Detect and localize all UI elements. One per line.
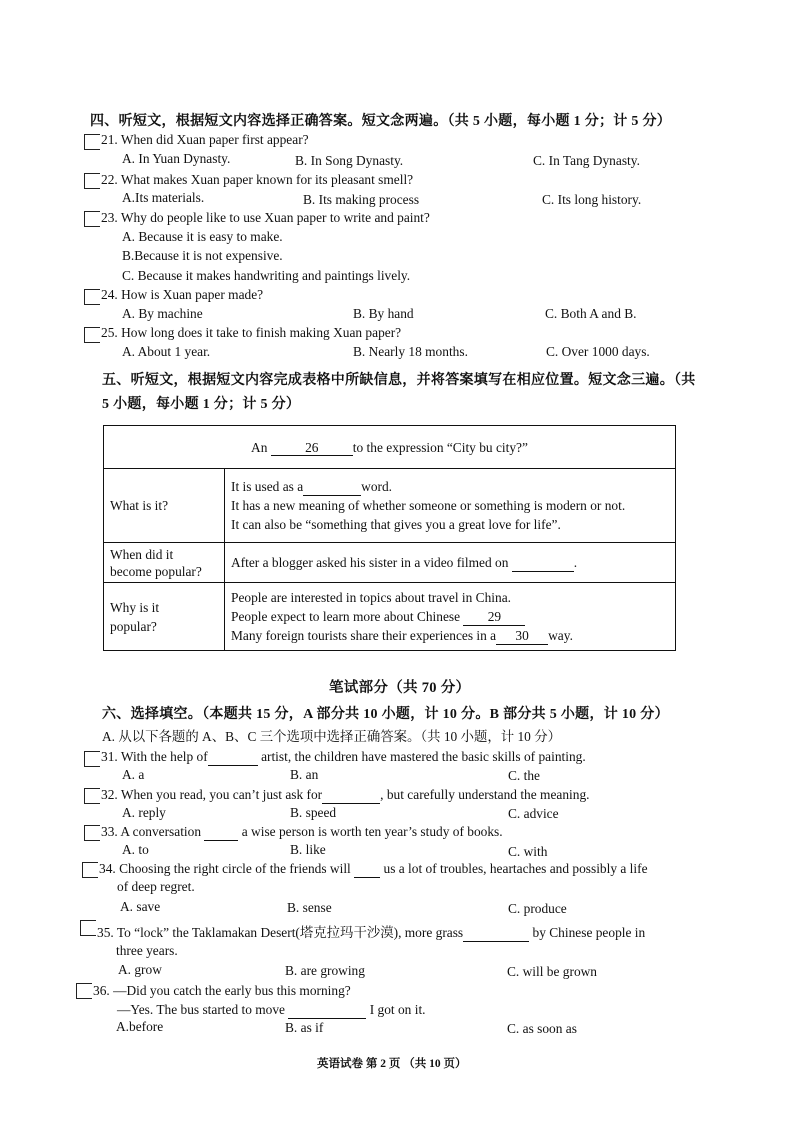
q24-option-a: A. By machine xyxy=(122,306,203,321)
row2-label-line1: When did it xyxy=(110,546,174,562)
answer-box-36[interactable] xyxy=(76,983,92,999)
q32-stem xyxy=(101,787,590,804)
q33-option-a: A. to xyxy=(122,842,149,857)
q24-option-c: C. Both A and B. xyxy=(545,306,637,321)
table-title-suffix: to the expression “City bu city?” xyxy=(352,439,528,455)
section-4-heading: 四、听短文，根据短文内容选择正确答案。短文念两遍。（共 5 小题，每小题 1 分；计 5 分） xyxy=(90,114,672,129)
answer-box-21[interactable] xyxy=(84,134,100,150)
blank-30[interactable]: 30 xyxy=(496,629,548,645)
answer-box-25[interactable] xyxy=(84,327,100,343)
q34-option-c: C. produce xyxy=(508,901,567,916)
section-5-heading-line1: 五、听短文，根据短文内容完成表格中所缺信息，并将答案填写在相应位置。短文念三遍。（共 xyxy=(102,373,696,388)
q24-stem: 24. How is Xuan paper made? xyxy=(101,287,264,302)
q35-option-a: A. grow xyxy=(118,962,162,977)
q31-stem-prefix: 31. With the help of xyxy=(101,749,208,764)
q33-stem xyxy=(101,824,503,841)
q22-stem: 22. What makes Xuan paper known for its pleasant smell? xyxy=(101,172,414,187)
q35-option-c: C. will be grown xyxy=(507,964,598,979)
table-title-prefix: An xyxy=(251,439,268,455)
q31-option-b: B. an xyxy=(290,767,319,782)
q33-option-b: B. like xyxy=(290,842,326,857)
row1-line2: It has a new meaning of whether someone or something is modern or not. xyxy=(231,498,626,513)
q33-option-c: C. with xyxy=(508,844,548,859)
q36-blank[interactable] xyxy=(288,1003,366,1019)
table-title xyxy=(104,426,676,469)
q23-option-a: A. Because it is easy to make. xyxy=(122,229,283,244)
part-a-heading: A. 从以下各题的 A、B、C 三个选项中选择正确答案。（共 10 小题，计 10 分） xyxy=(102,729,562,744)
q34-stem-line2: of deep regret. xyxy=(117,879,195,894)
q23-option-b: B.Because it is not expensive. xyxy=(122,248,283,263)
row-what-content xyxy=(225,469,676,543)
q33-stem-suffix: a wise person is worth ten year’s study of books. xyxy=(241,824,503,839)
q36-stem-line2 xyxy=(117,1002,426,1019)
q32-option-a: A. reply xyxy=(122,805,166,820)
q25-option-c: C. Over 1000 days. xyxy=(546,344,650,359)
row2-label-line2: become popular? xyxy=(110,563,202,579)
q31-option-a: A. a xyxy=(122,767,145,782)
blank-28[interactable] xyxy=(512,556,574,572)
q36-option-a: A.before xyxy=(116,1019,164,1034)
q36-stem-line1: 36. —Did you catch the early bus this morning? xyxy=(93,983,351,998)
section-5-heading-line2: 5 小题，每小题 1 分；计 5 分） xyxy=(102,397,301,412)
row2-prefix: After a blogger asked his sister in a video filmed on xyxy=(231,555,509,570)
q32-option-b: B. speed xyxy=(290,805,337,820)
q35-stem-line2: three years. xyxy=(116,943,178,958)
q23-stem: 23. Why do people like to use Xuan paper to write and paint? xyxy=(101,210,430,225)
row3-label-line1: Why is it xyxy=(110,599,160,615)
q21-stem: 21. When did Xuan paper first appear? xyxy=(101,132,309,147)
row-when-label xyxy=(104,543,225,583)
page-footer: 英语试卷 第 2 页 （共 10 页） xyxy=(317,1058,467,1070)
q22-option-c: C. Its long history. xyxy=(542,192,642,207)
q32-option-c: C. advice xyxy=(508,806,559,821)
q21-option-a: A. In Yuan Dynasty. xyxy=(122,151,231,166)
q35-stem-prefix: 35. To “lock” the Taklamakan Desert(塔克拉玛干沙漠), more grass xyxy=(97,925,464,940)
answer-box-33[interactable] xyxy=(84,825,100,841)
answer-box-31[interactable] xyxy=(84,751,100,767)
q33-blank[interactable] xyxy=(204,825,238,841)
q36-option-c: C. as soon as xyxy=(507,1021,577,1036)
q22-option-a: A.Its materials. xyxy=(122,190,205,205)
q34-stem-prefix: 34. Choosing the right circle of the friends will xyxy=(99,861,351,876)
row3-line3-prefix: Many foreign tourists share their experiences in a xyxy=(231,628,497,643)
answer-box-22[interactable] xyxy=(84,173,100,189)
row2-suffix: . xyxy=(573,555,578,570)
q32-stem-prefix: 32. When you read, you can’t just ask for xyxy=(101,787,323,802)
q32-blank[interactable] xyxy=(322,788,380,804)
row-when-content xyxy=(225,543,676,583)
q36-option-b: B. as if xyxy=(285,1020,324,1035)
q35-option-b: B. are growing xyxy=(285,963,365,978)
q23-option-c: C. Because it makes handwriting and paintings lively. xyxy=(122,268,411,283)
written-part-title: 笔试部分（共 70 分） xyxy=(329,680,471,696)
q36-stem-prefix: —Yes. The bus started to move xyxy=(117,1002,285,1017)
row-why-content xyxy=(225,583,676,651)
row-why-label xyxy=(104,583,225,651)
q36-stem-suffix: I got on it. xyxy=(369,1002,426,1017)
row3-line1: People are interested in topics about travel in China. xyxy=(231,590,512,605)
q34-blank[interactable] xyxy=(354,862,380,878)
blank-27[interactable] xyxy=(303,480,361,496)
q31-blank[interactable] xyxy=(208,750,258,766)
section-6-heading: 六、选择填空。（本题共 15 分，A 部分共 10 小题，计 10 分。B 部分共 5 小题，计 10 分） xyxy=(102,707,669,722)
blank-29[interactable]: 29 xyxy=(463,610,525,626)
q24-option-b: B. By hand xyxy=(353,306,414,321)
blank-26[interactable]: 26 xyxy=(271,441,353,457)
row-what-label: What is it? xyxy=(104,469,225,543)
q35-stem xyxy=(97,922,645,942)
q34-option-a: A. save xyxy=(120,899,161,914)
answer-box-32[interactable] xyxy=(84,788,100,804)
listening-table xyxy=(103,425,676,651)
q34-stem xyxy=(99,861,648,878)
row3-line2-prefix: People expect to learn more about Chinese xyxy=(231,609,461,624)
q31-stem xyxy=(101,749,586,766)
row1-line1-suffix: word. xyxy=(361,479,393,494)
q31-option-c: C. the xyxy=(508,768,540,783)
row3-label-line2: popular? xyxy=(110,618,157,634)
q32-stem-suffix: , but carefully understand the meaning. xyxy=(380,787,590,802)
answer-box-34[interactable] xyxy=(82,862,98,878)
row1-line3: It can also be “something that gives you a great love for life”. xyxy=(231,517,561,532)
answer-box-35[interactable] xyxy=(80,920,96,936)
q25-option-b: B. Nearly 18 months. xyxy=(353,344,468,359)
q22-option-b: B. Its making process xyxy=(303,192,420,207)
q34-stem-suffix: us a lot of troubles, heartaches and possibly a life xyxy=(383,861,648,876)
answer-box-24[interactable] xyxy=(84,289,100,305)
q21-option-b: B. In Song Dynasty. xyxy=(295,153,404,168)
q33-stem-prefix: 33. A conversation xyxy=(101,824,202,839)
q21-option-c: C. In Tang Dynasty. xyxy=(533,153,640,168)
q25-option-a: A. About 1 year. xyxy=(122,344,211,359)
q31-stem-suffix: artist, the children have mastered the basic skills of painting. xyxy=(261,749,586,764)
row3-line3-suffix: way. xyxy=(548,628,573,643)
answer-box-23[interactable] xyxy=(84,211,100,227)
q35-blank[interactable] xyxy=(463,926,529,942)
q25-stem: 25. How long does it take to finish making Xuan paper? xyxy=(101,325,402,340)
row1-line1-prefix: It is used as a xyxy=(231,479,304,494)
q34-option-b: B. sense xyxy=(287,900,332,915)
q35-stem-suffix: by Chinese people in xyxy=(532,925,646,940)
